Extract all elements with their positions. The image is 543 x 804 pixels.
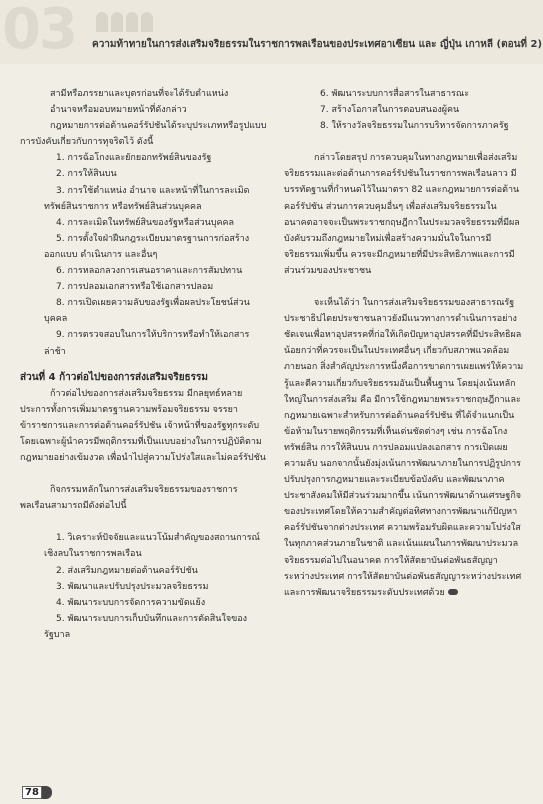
intro-line: อำนาจหรือมอบหมายหน้าที่ดังกล่าว <box>50 105 187 116</box>
activity-item: 4. พัฒนาระบบการจัดการความขัดแย้ง <box>56 597 206 608</box>
form-item: 4. การละเมิดในทรัพย์สินของรัฐหรือส่วนบุคคล <box>56 217 235 228</box>
page-footer <box>22 786 52 799</box>
left-column <box>20 86 268 643</box>
form-item: 8. การเปิดเผยความลับของรัฐเพื่อผลประโยชน์ส่วนบุคคล <box>44 298 250 325</box>
activity-item: 1. วิเคราะห์ปัจจัยและแนวโน้มสำคัญของสถานการณ์เชิงลบในราชการพลเรือน <box>44 533 260 560</box>
paragraph-forms: กฎหมายการต่อต้านคอร์รัปชันได้ระบุประเภทหรือรูปแบบการบังคับเกี่ยวกับการทุจริตไว้ ดังนี้ <box>20 121 267 148</box>
form-item: 1. การฉ้อโกงและยักยอกทรัพย์สินของรัฐ <box>56 153 212 164</box>
paragraph-activities: กิจกรรมหลักในการส่งเสริมจริยธรรมของราชการพลเรือนสามารถมีดังต่อไปนี้ <box>20 485 238 512</box>
activity-item: 6. พัฒนาระบบการสื่อสารในสาธารณะ <box>320 89 470 99</box>
section-heading: ส่วนที่ 4 ก้าวต่อไปของการส่งเสริมจริยธรรม <box>20 371 208 383</box>
page-number: 78 <box>22 786 42 799</box>
form-item: 6. การหลอกลวงการเสนอราคาและการสัมปทาน <box>56 266 243 277</box>
form-item: 5. การตั้งใจฝ่าฝืนกฎระเบียบมาตรฐานการก่อสร้าง ออกแบบ ดำเนินการ และอื่นๆ <box>44 233 250 260</box>
form-item: 9. การตรวจสอบในการให้บริการหรือทำให้เอกสารล่าช้า <box>44 330 250 357</box>
activity-item: 8. ให้รางวัลจริยธรรมในการบริหารจัดการภาครัฐ <box>320 121 509 132</box>
paragraph-summary: กล่าวโดยสรุป การควบคุมในทางกฎหมายเพื่อส่งเสริมจริยธรรมและต่อต้านการคอร์รัปชันในราชการพลเรือนลาว มีบรรทัดฐานที่กำหนดไว้ในมาตรา 82 และกฎหมายการต่อต้านคอร์รัปชัน ส่วนการควบคุมอื่นๆ เพื่อส่งเสริมจริยธรรมในอนาคตอาจจะเป็นพระราชกฤษฎีกาในประมวลจริยธรรมที่มีผลบังคับรวมถึงกฎหมายใหม่เพื่อสร้างความมั่นใจในการมีจริยธรรมเพิ่มขึ้น ควรจะมีกฎหมายที่มีประสิทธิภาพและการมีส่วนร่วมของประชาชน <box>284 153 520 276</box>
activity-item: 7. สร้างโอกาสในการตอบสนองผู้คน <box>320 105 460 116</box>
paragraph-next-step: ก้าวต่อไปของการส่งเสริมจริยธรรม มีกลยุทธ์หลายประการทั้งการเพิ่มมาตรฐานความพร้อมจริยธรรม จรรยาข้าราชการและการต่อต้านคอร์รัปชัน เจ้าหน้าที่ของรัฐทุกระดับ โดยเฉพาะผู้นำควรมีพฤติกรรมที่เป็นแบบอย่างในการปฏิบัติตามกฎหมายอย่างเข้มงวด เพื่อนำไปสู่ความโปร่งใสและไม่คอร์รัปชัน <box>20 388 266 464</box>
conclusion-text: จะเห็นได้ว่า ในการส่งเสริมจริยธรรมของสาธารณรัฐประชาธิปไตยประชาชนลาวยังมีแนวทางการดำเนินการอย่างชัดเจนเพื่อหาอุปสรรคที่ก่อให้เกิดปัญหาอุปสรรคที่มีประสิทธิผลน้อยกว่าที่ควรจะเป็นในประเทศอื่นๆ เกี่ยวกับสภาพแวดล้อมภายนอก สิ่งสำคัญประการหนึ่งคือการขาดการเผยแพร่ให้ความรู้และตีความเกี่ยวกับจริยธรรมอันเป็นพื้นฐาน โดยมุ่งเน้นหลักใหญ่ในการส่งเสริม คือ มีการใช้กฎหมายพระราชกฤษฎีกาและกฎหมายเฉพาะสำหรับการต่อต้านคอร์รัปชัน ที่ได้จำแนกเป็นข้อห้ามในรายพฤติกรรมที่เห็นเด่นชัดต่างๆ เช่น การฉ้อโกงทรัพย์สิน การให้สินบน การปลอมแปลงเอกสาร การเปิดเผยความลับ นอกจากนั้นยังมุ่งเน้นการพัฒนาภายในการปฏิรูปการปรับปรุงการกฎหมายและระเบียบข้อบังคับ และพัฒนาภาคประชาสังคมให้มีส่วนร่วมมากขึ้น เน้นการพัฒนาด้านเศรษฐกิจของประเทศโดยให้ความสำคัญต่อทิศทางการพัฒนาแก้ปัญหาคอร์รัปชันจากต่างประเทศ ความพร้อมรับผิดและความโปร่งใสในทุกภาคส่วนภายในชาติ และเน้นแผนในการพัฒนาประมวลจริยธรรมต่อไปในอนาคต การให้สัตยาบันต่อพันธสัญญาระหว่างประเทศ การให้สัตยาบันต่อพันธสัญญาระหว่างประเทศ และการพัฒนาจริยธรรมระดับประเทศด้วย <box>284 298 524 598</box>
activity-item: 5. พัฒนาระบบการเก็บบันทึกและการตัดสินใจของรัฐบาล <box>44 613 248 640</box>
page-header <box>0 0 543 64</box>
form-item: 3. การใช้ตำแหน่ง อำนาจ และหน้าที่ในการละเมิดทรัพย์สินราชการ หรือทรัพย์สินส่วนบุคคล <box>44 185 250 212</box>
activity-item: 3. พัฒนาและปรับปรุงประมวลจริยธรรม <box>56 581 209 592</box>
chapter-number: 03 <box>2 0 76 62</box>
right-column <box>284 86 524 601</box>
intro-line: สามีหรือภรรยาและบุตรก่อนที่จะได้รับตำแหน่ง <box>50 89 229 99</box>
page-tab-icon <box>42 786 52 799</box>
form-item: 7. การปลอมเอกสารหรือใช้เอกสารปลอม <box>56 282 214 293</box>
running-title: ความท้าทายในการส่งเสริมจริยธรรมในราชการพลเรือนของประเทศอาเซียน และ ญี่ปุ่น เกาหลี (ตอนที่ 2) <box>92 39 543 50</box>
form-item: 2. การให้สินบน <box>56 169 117 180</box>
paragraph-conclusion <box>284 295 524 601</box>
header-decoration <box>96 12 160 34</box>
activity-item: 2. ส่งเสริมกฎหมายต่อต้านคอร์รัปชัน <box>56 565 198 576</box>
end-mark-icon <box>448 589 458 595</box>
